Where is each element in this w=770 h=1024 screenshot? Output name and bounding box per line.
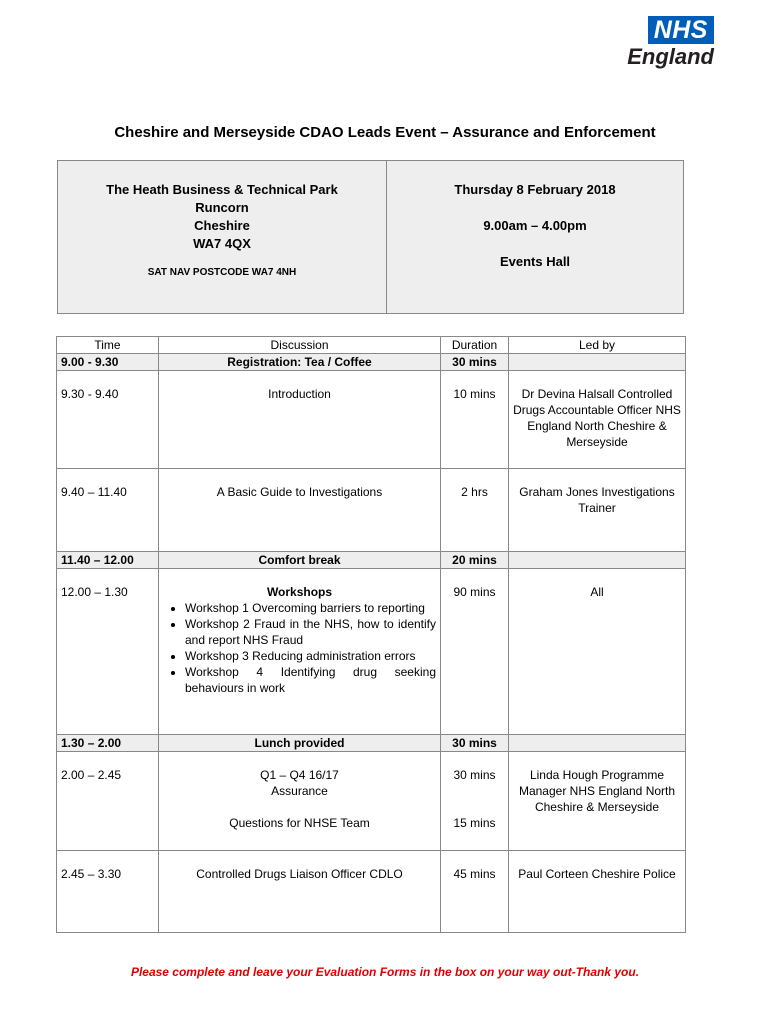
row-led-by: Paul Corteen Cheshire Police [509, 851, 686, 933]
row-duration: 20 mins [441, 552, 509, 569]
row-led-by [509, 552, 686, 569]
schedule-table [56, 336, 686, 933]
row-time: 11.40 – 12.00 [57, 552, 159, 569]
row-time: 2.45 – 3.30 [57, 851, 159, 933]
nhs-logo-region: England [627, 44, 714, 69]
row-discussion: Comfort break [159, 552, 441, 569]
row-discussion: Controlled Drugs Liaison Officer CDLO [159, 851, 441, 933]
row-led-by: Dr Devina Halsall Controlled Drugs Accountable Officer NHS England North Cheshire & Merseyside [509, 371, 686, 469]
table-row [57, 569, 686, 735]
address-line: Cheshire [194, 218, 250, 233]
schedule-header-row [57, 337, 686, 354]
row-time: 9.40 – 11.40 [57, 469, 159, 552]
venue-datetime-cell [387, 161, 683, 313]
row-duration [441, 752, 509, 851]
workshops-title: Workshops [266, 585, 333, 599]
header-discussion: Discussion [159, 337, 441, 354]
table-row [57, 735, 686, 752]
row-duration: 30 mins [441, 735, 509, 752]
row-time: 1.30 – 2.00 [57, 735, 159, 752]
row-discussion [159, 752, 441, 851]
discussion-line: Assurance [271, 784, 328, 798]
row-time: 12.00 – 1.30 [57, 569, 159, 735]
row-discussion: Registration: Tea / Coffee [159, 354, 441, 371]
row-duration: 2 hrs [441, 469, 509, 552]
table-row [57, 552, 686, 569]
duration-line: 15 mins [453, 816, 496, 830]
row-duration: 90 mins [441, 569, 509, 735]
table-row [57, 752, 686, 851]
nhs-logo-mark: NHS [648, 16, 714, 44]
address-line: Runcorn [195, 200, 249, 215]
row-discussion: Introduction [159, 371, 441, 469]
venue-box [57, 160, 684, 314]
table-row [57, 851, 686, 933]
row-discussion [159, 569, 441, 735]
row-led-by: Linda Hough Programme Manager NHS England North Cheshire & Merseyside [509, 752, 686, 851]
row-discussion: A Basic Guide to Investigations [159, 469, 441, 552]
venue-address-cell [58, 161, 387, 313]
row-duration: 45 mins [441, 851, 509, 933]
row-led-by [509, 735, 686, 752]
row-led-by [509, 354, 686, 371]
table-row [57, 354, 686, 371]
page-title: Cheshire and Merseyside CDAO Leads Event – Assurance and Enforcement [114, 124, 656, 141]
list-item: • Workshop 1 Overcoming barriers to reporting [185, 600, 436, 616]
table-row [57, 469, 686, 552]
satnav-postcode: SAT NAV POSTCODE WA7 4NH [147, 267, 297, 278]
venue-address [58, 181, 386, 253]
row-duration: 10 mins [441, 371, 509, 469]
evaluation-note: Please complete and leave your Evaluation Forms in the box on your way out-Thank you. [130, 965, 640, 979]
row-time: 2.00 – 2.45 [57, 752, 159, 851]
header-time: Time [57, 337, 159, 354]
discussion-line: Questions for NHSE Team [229, 816, 370, 830]
header-led-by: Led by [509, 337, 686, 354]
row-discussion: Lunch provided [159, 735, 441, 752]
event-time: 9.00am – 4.00pm [483, 218, 587, 233]
address-line: The Heath Business & Technical Park [106, 182, 338, 197]
list-item: • Workshop 3 Reducing administration errors [185, 648, 436, 664]
event-location: Events Hall [499, 254, 571, 269]
row-time: 9.30 - 9.40 [57, 371, 159, 469]
discussion-line: Q1 – Q4 16/17 [260, 768, 339, 782]
table-row [57, 371, 686, 469]
duration-line: 30 mins [453, 768, 496, 782]
list-item: • Workshop 4 Identifying drug seeking behaviours in work [185, 664, 436, 696]
row-duration: 30 mins [441, 354, 509, 371]
nhs-england-logo [604, 16, 714, 69]
workshop-list [163, 600, 436, 696]
list-item: • Workshop 2 Fraud in the NHS, how to identify and report NHS Fraud [185, 616, 436, 648]
event-date: Thursday 8 February 2018 [454, 182, 616, 197]
address-line: WA7 4QX [193, 236, 251, 251]
header-duration: Duration [441, 337, 509, 354]
row-led-by: All [509, 569, 686, 735]
row-time: 9.00 - 9.30 [57, 354, 159, 371]
row-led-by: Graham Jones Investigations Trainer [509, 469, 686, 552]
